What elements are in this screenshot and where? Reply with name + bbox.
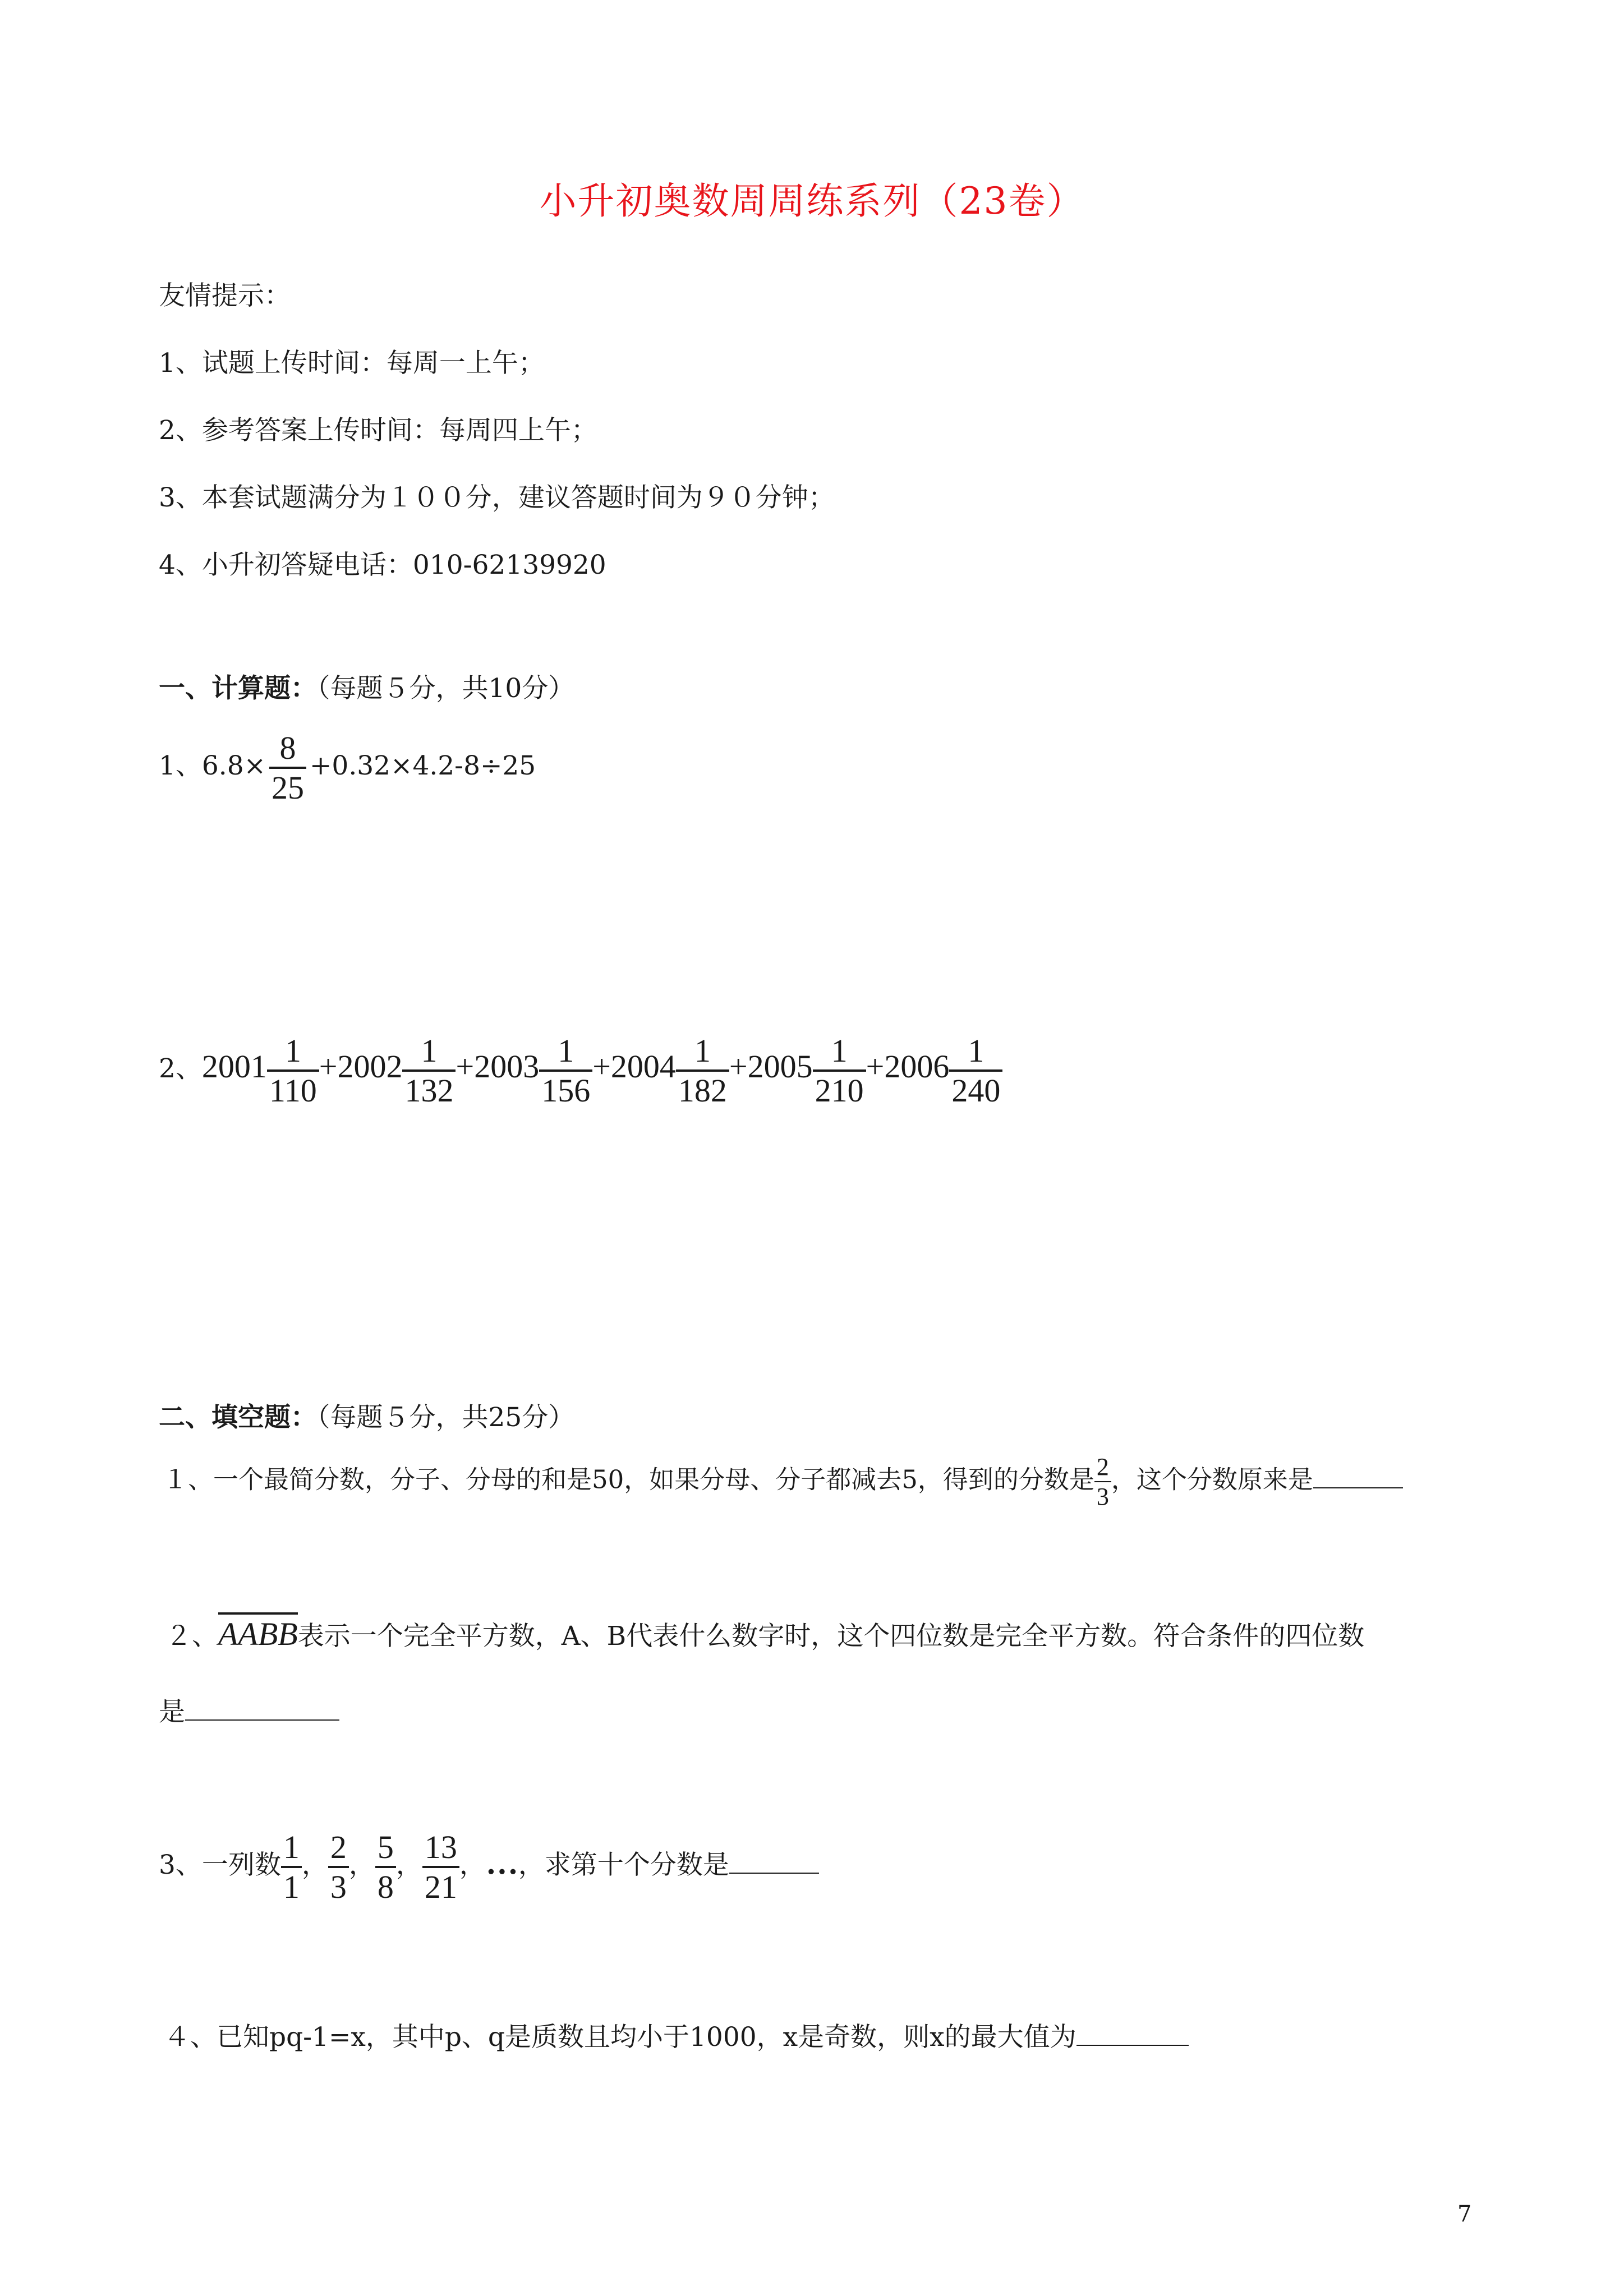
fraction-numerator: 2 xyxy=(1094,1453,1111,1482)
question-text: 表示一个完全平方数，A、B代表什么数字时，这个四位数是完全平方数。符合条件的四位数 xyxy=(297,1621,1365,1652)
tip-item: 3、本套试题满分为１００分，建议答题时间为９０分钟； xyxy=(159,482,835,513)
fraction-denominator: 240 xyxy=(951,1072,1001,1109)
fraction-denominator: 210 xyxy=(815,1072,864,1109)
fraction xyxy=(422,1828,459,1906)
question-1-2 xyxy=(159,1032,1002,1109)
fraction-denominator: 25 xyxy=(272,769,305,806)
section2-heading xyxy=(159,1396,574,1434)
fraction-denominator: 1 xyxy=(283,1869,300,1905)
fraction xyxy=(267,1032,319,1109)
fraction-numerator: 1 xyxy=(949,1032,1002,1072)
plus-sign: + xyxy=(592,1048,611,1085)
fraction xyxy=(676,1032,729,1109)
page-title: 小升初奥数周周练系列（23卷） xyxy=(539,179,1085,223)
question-1-1 xyxy=(159,729,536,806)
overline-number: AABB xyxy=(218,1612,298,1652)
fraction-numerator: 13 xyxy=(422,1828,459,1868)
answer-blank[interactable] xyxy=(729,1847,819,1874)
question-2-3 xyxy=(159,1828,819,1906)
fraction-denominator: 132 xyxy=(404,1072,454,1109)
fraction xyxy=(1094,1453,1111,1511)
fraction-denominator: 110 xyxy=(269,1072,317,1109)
question-2-4 xyxy=(164,2016,1189,2054)
fraction xyxy=(402,1032,456,1109)
fraction-denominator: 8 xyxy=(377,1869,394,1905)
tip-item: 4、小升初答疑电话：010-62139920 xyxy=(159,550,606,580)
question-number: ２、 xyxy=(165,1621,218,1652)
fraction xyxy=(539,1032,592,1109)
answer-blank[interactable] xyxy=(1313,1461,1403,1488)
mixed-number-whole: 2006 xyxy=(884,1048,950,1085)
fraction-numerator: 1 xyxy=(813,1032,866,1072)
fraction xyxy=(281,1828,302,1906)
question-text-end: ，求第十个分数是 xyxy=(518,1850,729,1880)
fraction-denominator: 21 xyxy=(424,1869,457,1905)
tip-item: 2、参考答案上传时间：每周四上午； xyxy=(159,415,597,446)
fraction xyxy=(328,1828,349,1906)
plus-sign: + xyxy=(729,1048,748,1085)
fraction-numerator: 1 xyxy=(539,1032,592,1072)
answer-blank[interactable] xyxy=(185,1694,339,1721)
question-text: ４、已知pq-1=x，其中p、q是质数且均小于1000，x是奇数，则x的最大值为 xyxy=(164,2022,1076,2053)
fraction xyxy=(949,1032,1002,1109)
section1-heading xyxy=(159,667,574,705)
question-text: 是 xyxy=(159,1696,185,1727)
separator: ， xyxy=(459,1850,486,1880)
fraction-denominator: 3 xyxy=(330,1869,347,1905)
fraction-numerator: 2 xyxy=(328,1828,349,1868)
separator: ， xyxy=(348,1850,375,1880)
question-2-2-line2 xyxy=(159,1691,339,1728)
fraction xyxy=(375,1828,396,1906)
question-text-end: ，这个分数原来是 xyxy=(1111,1464,1313,1495)
separator: ， xyxy=(395,1850,422,1880)
page-number: 7 xyxy=(1457,2201,1472,2227)
fraction-numerator: 1 xyxy=(402,1032,456,1072)
ellipsis: … xyxy=(485,1845,518,1881)
fraction xyxy=(269,729,306,806)
question-number: 2、 xyxy=(159,1053,202,1084)
fraction-denominator: 182 xyxy=(678,1072,727,1109)
fraction-denominator: 3 xyxy=(1096,1483,1109,1510)
fraction-numerator: 1 xyxy=(281,1828,302,1868)
expression-rest: +0.32×4.2-8÷25 xyxy=(310,750,536,781)
plus-sign: + xyxy=(456,1048,475,1085)
fraction-numerator: 1 xyxy=(267,1032,319,1072)
fraction-denominator: 156 xyxy=(541,1072,591,1109)
section2-note: （每题５分，共25分） xyxy=(317,1402,575,1433)
separator: ， xyxy=(301,1850,328,1880)
question-text: 3、一列数 xyxy=(159,1850,281,1880)
fraction xyxy=(813,1032,866,1109)
section2-title: 二、填空题： xyxy=(159,1402,317,1433)
mixed-number-whole: 2001 xyxy=(201,1048,267,1085)
tips-heading: 友情提示： xyxy=(159,280,291,311)
question-number: 1、6.8× xyxy=(159,750,266,781)
fraction-numerator: 5 xyxy=(375,1828,396,1868)
fraction-numerator: 8 xyxy=(269,729,306,769)
plus-sign: + xyxy=(319,1048,338,1085)
question-2-2 xyxy=(165,1615,1364,1653)
plus-sign: + xyxy=(866,1048,885,1085)
mixed-number-whole: 2003 xyxy=(474,1048,540,1085)
tip-item: 1、试题上传时间：每周一上午； xyxy=(159,348,545,379)
answer-blank[interactable] xyxy=(1076,2019,1189,2046)
section1-note: （每题５分，共10分） xyxy=(317,673,575,704)
mixed-number-whole: 2005 xyxy=(747,1048,813,1085)
mixed-number-whole: 2004 xyxy=(610,1048,676,1085)
fraction-numerator: 1 xyxy=(676,1032,729,1072)
question-2-1 xyxy=(163,1453,1403,1511)
section1-title: 一、计算题： xyxy=(159,673,317,704)
question-text: １、一个最简分数，分子、分母的和是50，如果分母、分子都减去5，得到的分数是 xyxy=(163,1464,1094,1495)
mixed-number-whole: 2002 xyxy=(337,1048,403,1085)
